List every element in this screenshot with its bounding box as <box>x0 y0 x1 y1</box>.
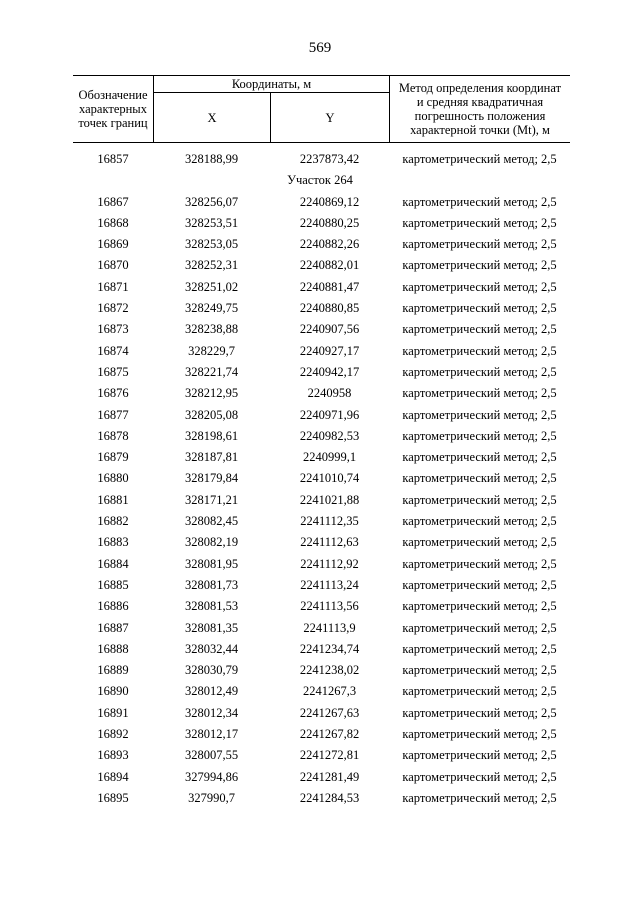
x-coordinate-cell: 328082,19 <box>184 535 239 550</box>
y-coordinate-cell: 2241234,74 <box>299 641 360 656</box>
table-row <box>0 660 640 681</box>
table-row <box>0 277 640 298</box>
y-coordinate-cell: 2241113,24 <box>300 577 359 592</box>
y-coordinate-cell: 2241238,02 <box>299 663 360 678</box>
point-id-cell: 16884 <box>97 556 129 571</box>
table-row <box>0 298 640 319</box>
point-id-cell: 16875 <box>97 364 129 379</box>
table-row <box>0 341 640 362</box>
table-row <box>0 639 640 660</box>
x-coordinate-cell: 328081,95 <box>184 556 239 571</box>
point-id-cell: 16892 <box>97 727 129 742</box>
header-y: Y <box>325 110 335 125</box>
table-row <box>0 319 640 340</box>
x-coordinate-cell: 328081,35 <box>184 620 239 635</box>
x-coordinate-cell: 328187,81 <box>184 450 239 465</box>
x-coordinate-cell: 328082,45 <box>184 514 239 529</box>
method-cell: картометрический метод; 2,5 <box>402 790 557 805</box>
method-cell: картометрический метод; 2,5 <box>402 620 557 635</box>
table-row <box>0 767 640 788</box>
y-coordinate-cell: 2241267,82 <box>299 727 360 742</box>
method-cell: картометрический метод; 2,5 <box>402 599 557 614</box>
y-coordinate-cell: 2241112,35 <box>300 514 359 529</box>
table-header <box>73 75 570 143</box>
header-method: Метод определения координат и средняя квадратичная погрешность положения характерной точки (Mt), м <box>398 81 562 137</box>
point-id-cell: 16873 <box>97 322 129 337</box>
point-id-cell: 16890 <box>97 684 129 699</box>
table-row <box>0 618 640 639</box>
method-cell: картометрический метод; 2,5 <box>402 641 557 656</box>
x-coordinate-cell: 328188,99 <box>184 152 239 166</box>
y-coordinate-cell: 2240882,26 <box>299 237 360 252</box>
method-cell: картометрический метод; 2,5 <box>402 407 557 422</box>
method-cell: картометрический метод; 2,5 <box>402 535 557 550</box>
point-id-cell: 16880 <box>97 471 129 486</box>
table-row <box>0 681 640 702</box>
method-cell: картометрический метод; 2,5 <box>402 152 557 166</box>
method-cell: картометрический метод; 2,5 <box>402 556 557 571</box>
x-coordinate-cell: 328205,08 <box>184 407 239 422</box>
header-x: X <box>207 110 217 125</box>
method-cell: картометрический метод; 2,5 <box>402 748 557 763</box>
point-id-cell: 16877 <box>97 407 129 422</box>
table-row <box>0 405 640 426</box>
x-coordinate-cell: 328212,95 <box>184 386 239 401</box>
method-cell: картометрический метод; 2,5 <box>402 279 557 294</box>
y-coordinate-cell: 2240958 <box>307 386 352 401</box>
x-coordinate-cell: 328251,02 <box>184 279 239 294</box>
point-id-cell: 16867 <box>97 194 129 209</box>
section-heading: Участок 264 <box>287 173 353 188</box>
point-id-cell: 16874 <box>97 343 129 358</box>
table-row <box>0 383 640 404</box>
y-coordinate-cell: 2240999,1 <box>302 450 357 465</box>
x-coordinate-cell: 328221,74 <box>184 364 239 379</box>
method-cell: картометрический метод; 2,5 <box>402 258 557 273</box>
table-row <box>0 490 640 511</box>
point-id-cell: 16893 <box>97 748 129 763</box>
table-row <box>0 447 640 468</box>
y-coordinate-cell: 2240971,96 <box>299 407 360 422</box>
y-coordinate-cell: 2241113,56 <box>300 599 359 614</box>
table-row <box>0 149 640 170</box>
method-cell: картометрический метод; 2,5 <box>402 194 557 209</box>
method-cell: картометрический метод; 2,5 <box>402 322 557 337</box>
x-coordinate-cell: 328081,73 <box>184 577 239 592</box>
table-row <box>0 362 640 383</box>
table-row <box>0 554 640 575</box>
x-coordinate-cell: 328012,17 <box>184 727 239 742</box>
point-id-cell: 16857 <box>97 152 129 166</box>
header-point-designation: Обозначение характерных точек границ <box>78 88 148 130</box>
x-coordinate-cell: 328012,34 <box>184 705 239 720</box>
table-row <box>0 213 640 234</box>
point-id-cell: 16871 <box>97 279 129 294</box>
y-coordinate-cell: 2241284,53 <box>299 790 360 805</box>
point-id-cell: 16891 <box>97 705 129 720</box>
point-id-cell: 16895 <box>97 790 129 805</box>
x-coordinate-cell: 328253,51 <box>184 215 239 230</box>
x-coordinate-cell: 328198,61 <box>184 428 239 443</box>
table-row <box>0 724 640 745</box>
point-id-cell: 16886 <box>97 599 129 614</box>
method-cell: картометрический метод; 2,5 <box>402 769 557 784</box>
x-coordinate-cell: 328032,44 <box>184 641 239 656</box>
table-body <box>0 149 640 809</box>
x-coordinate-cell: 328249,75 <box>184 301 239 316</box>
table-row <box>0 426 640 447</box>
point-id-cell: 16887 <box>97 620 129 635</box>
page-number: 569 <box>308 40 332 56</box>
x-coordinate-cell: 328229,7 <box>188 343 235 358</box>
y-coordinate-cell: 2240869,12 <box>299 194 360 209</box>
y-coordinate-cell: 2240942,17 <box>299 364 360 379</box>
x-coordinate-cell: 328238,88 <box>184 322 239 337</box>
point-id-cell: 16872 <box>97 301 129 316</box>
y-coordinate-cell: 2241267,63 <box>299 705 360 720</box>
method-cell: картометрический метод; 2,5 <box>402 428 557 443</box>
x-coordinate-cell: 328179,84 <box>184 471 239 486</box>
table-row <box>0 532 640 553</box>
x-coordinate-cell: 327990,7 <box>188 790 235 805</box>
point-id-cell: 16869 <box>97 237 129 252</box>
x-coordinate-cell: 328081,53 <box>184 599 239 614</box>
method-cell: картометрический метод; 2,5 <box>402 705 557 720</box>
header-bottom-rule <box>73 142 570 143</box>
point-id-cell: 16885 <box>97 577 129 592</box>
point-id-cell: 16876 <box>97 386 129 401</box>
point-id-cell: 16878 <box>97 428 129 443</box>
method-cell: картометрический метод; 2,5 <box>402 364 557 379</box>
y-coordinate-cell: 2241272,81 <box>299 748 360 763</box>
y-coordinate-cell: 2240982,53 <box>299 428 360 443</box>
point-id-cell: 16894 <box>97 769 129 784</box>
table-row <box>0 511 640 532</box>
point-id-cell: 16868 <box>97 215 129 230</box>
header-coordinates: Координаты, м <box>231 77 312 91</box>
method-cell: картометрический метод; 2,5 <box>402 237 557 252</box>
x-coordinate-cell: 328030,79 <box>184 663 239 678</box>
table-row <box>0 575 640 596</box>
x-coordinate-cell: 328007,55 <box>184 748 239 763</box>
method-cell: картометрический метод; 2,5 <box>402 663 557 678</box>
table-row <box>0 468 640 489</box>
y-coordinate-cell: 2237873,42 <box>299 152 360 166</box>
table-row <box>0 788 640 809</box>
method-cell: картометрический метод; 2,5 <box>402 514 557 529</box>
point-id-cell: 16882 <box>97 514 129 529</box>
x-coordinate-cell: 328012,49 <box>184 684 239 699</box>
point-id-cell: 16888 <box>97 641 129 656</box>
method-cell: картометрический метод; 2,5 <box>402 492 557 507</box>
y-coordinate-cell: 2241010,74 <box>299 471 360 486</box>
method-cell: картометрический метод; 2,5 <box>402 450 557 465</box>
point-id-cell: 16883 <box>97 535 129 550</box>
x-coordinate-cell: 328252,31 <box>184 258 239 273</box>
method-cell: картометрический метод; 2,5 <box>402 471 557 486</box>
y-coordinate-cell: 2240907,56 <box>299 322 360 337</box>
method-cell: картометрический метод; 2,5 <box>402 577 557 592</box>
method-cell: картометрический метод; 2,5 <box>402 215 557 230</box>
y-coordinate-cell: 2241267,3 <box>302 684 357 699</box>
y-coordinate-cell: 2241113,9 <box>303 620 356 635</box>
x-coordinate-cell: 328253,05 <box>184 237 239 252</box>
point-id-cell: 16881 <box>97 492 129 507</box>
point-id-cell: 16879 <box>97 450 129 465</box>
point-id-cell: 16870 <box>97 258 129 273</box>
y-coordinate-cell: 2240880,25 <box>299 215 360 230</box>
method-cell: картометрический метод; 2,5 <box>402 343 557 358</box>
section-heading-row <box>0 170 640 191</box>
y-coordinate-cell: 2241112,63 <box>300 535 359 550</box>
table-row <box>0 703 640 724</box>
y-coordinate-cell: 2241112,92 <box>300 556 359 571</box>
x-coordinate-cell: 327994,86 <box>184 769 239 784</box>
method-cell: картометрический метод; 2,5 <box>402 684 557 699</box>
x-coordinate-cell: 328171,21 <box>184 492 239 507</box>
table-row <box>0 745 640 766</box>
x-coordinate-cell: 328256,07 <box>184 194 239 209</box>
table-row <box>0 192 640 213</box>
method-cell: картометрический метод; 2,5 <box>402 386 557 401</box>
y-coordinate-cell: 2240881,47 <box>299 279 360 294</box>
table-row <box>0 234 640 255</box>
table-row <box>0 596 640 617</box>
y-coordinate-cell: 2240882,01 <box>299 258 360 273</box>
method-cell: картометрический метод; 2,5 <box>402 301 557 316</box>
y-coordinate-cell: 2240880,85 <box>299 301 360 316</box>
y-coordinate-cell: 2241281,49 <box>299 769 360 784</box>
method-cell: картометрический метод; 2,5 <box>402 727 557 742</box>
y-coordinate-cell: 2241021,88 <box>299 492 360 507</box>
table-row <box>0 255 640 276</box>
y-coordinate-cell: 2240927,17 <box>299 343 360 358</box>
point-id-cell: 16889 <box>97 663 129 678</box>
